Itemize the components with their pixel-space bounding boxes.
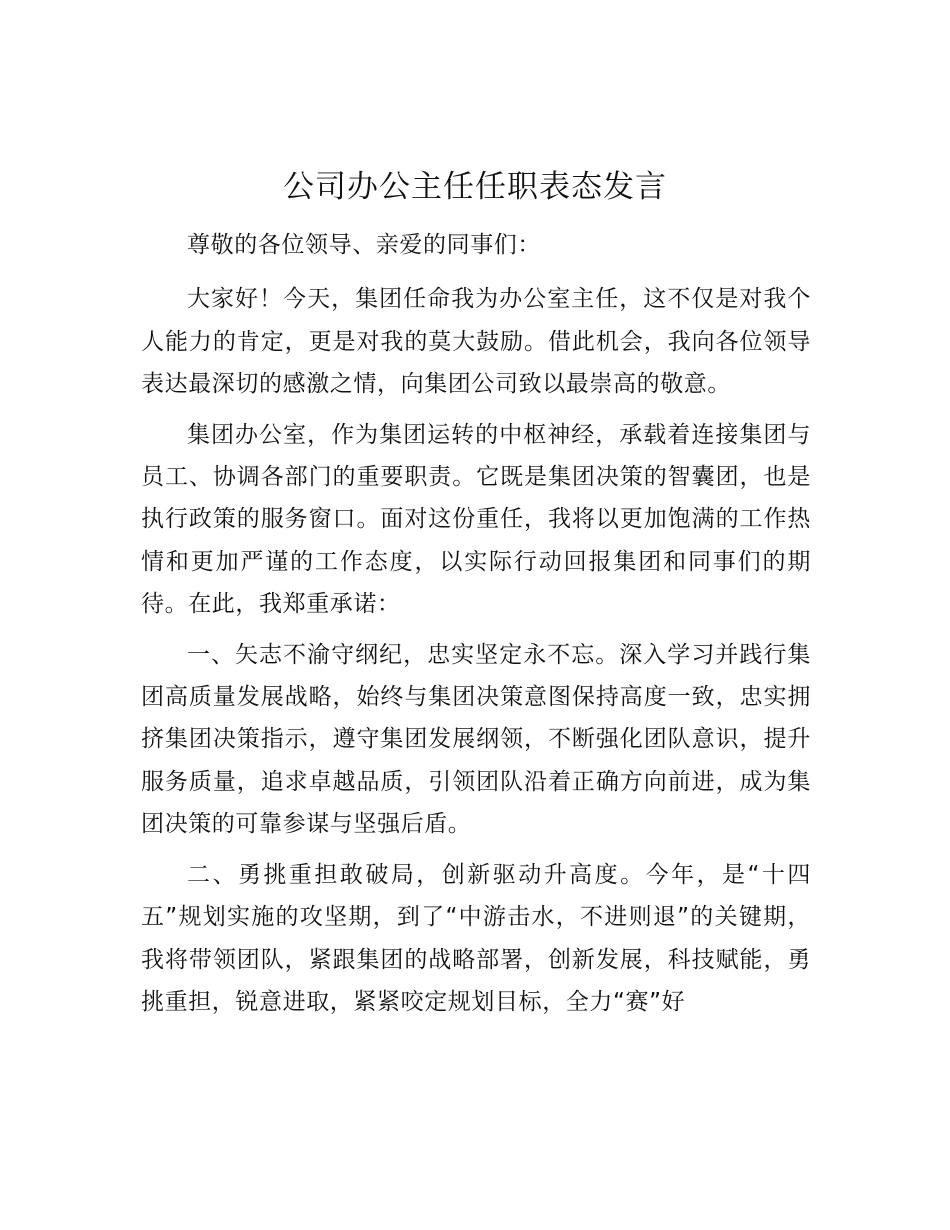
document-body — [141, 224, 811, 1031]
paragraph-greeting: 尊敬的各位领导、亲爱的同事们： — [187, 232, 541, 258]
document-title: 公司办公主任任职表态发言 — [283, 169, 667, 205]
paragraph-office-role: 集团办公室，作为集团运转的中枢神经，承载着连接集团与员工、协调各部门的重要职责。它既是集团决策的智囊团，也是执行政策的服务窗口。面对这份重任，我将以更加饱满的工作热情和更加严谨的工作态度，以实际行动回报集团和同事们的期待。在此，我郑重承诺： — [141, 421, 811, 618]
paragraph-pledge-two: 二、勇挑重担敢破局，创新驱动升高度。今年，是“十四五”规划实施的攻坚期，到了“中游击水，不进则退”的关键期，我将带领团队，紧跟集团的战略部署，创新发展，科技赋能，勇挑重担，锐意进取，紧紧咬定规划目标，全力“赛”好 — [141, 861, 811, 1015]
paragraph-intro: 大家好！今天，集团任命我为办公室主任，这不仅是对我个人能力的肯定，更是对我的莫大鼓励。借此机会，我向各位领导表达最深切的感激之情，向集团公司致以最崇高的敬意。 — [141, 286, 811, 398]
paragraph-pledge-one: 一、矢志不渝守纲纪，忠实坚定永不忘。深入学习并践行集团高质量发展战略，始终与集团决策意图保持高度一致，忠实拥挤集团决策指示，遵守集团发展纲领，不断强化团队意识，提升服务质量，追求卓越品质，引领团队沿着正确方向前进，成为集团决策的可靠参谋与坚强后盾。 — [141, 641, 811, 838]
